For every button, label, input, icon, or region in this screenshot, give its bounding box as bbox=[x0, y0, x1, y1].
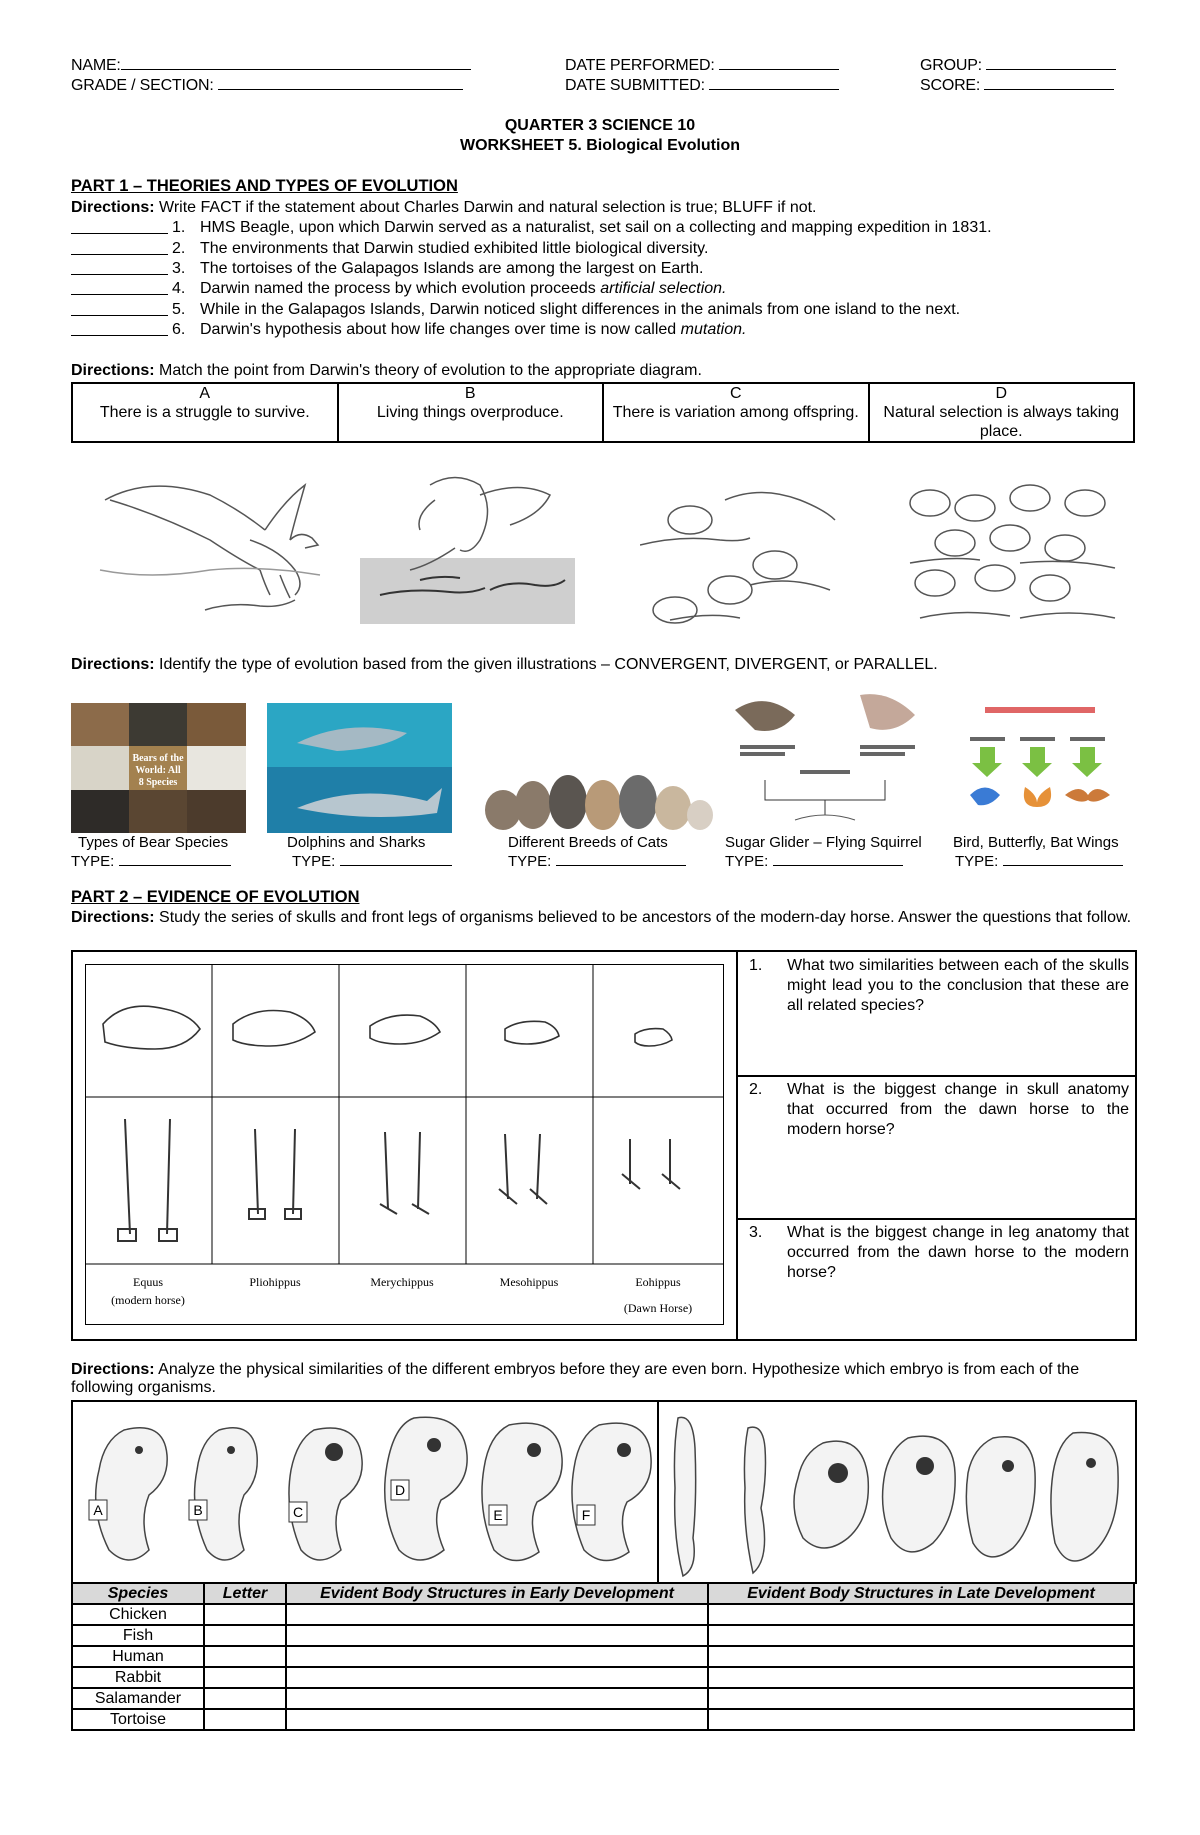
answer-blank[interactable] bbox=[71, 239, 168, 255]
question-1[interactable]: 1. What two similarities between each of the skulls might lead you to the conclusion that these are all related species? bbox=[749, 957, 1129, 1014]
letter-cell[interactable] bbox=[204, 1688, 286, 1709]
name-field[interactable] bbox=[71, 55, 471, 75]
caption-cat-breeds: Different Breeds of Cats bbox=[508, 834, 668, 851]
early-cell[interactable] bbox=[286, 1667, 708, 1688]
horse-sub-eohippus: (Dawn Horse) bbox=[623, 1301, 693, 1315]
table-row bbox=[72, 1688, 1134, 1709]
table-row bbox=[72, 1646, 1134, 1667]
caption-wings: Bird, Butterfly, Bat Wings bbox=[953, 834, 1119, 851]
type-field-dolphins[interactable]: TYPE: bbox=[292, 853, 452, 870]
part1-heading: PART 1 – THEORIES AND TYPES OF EVOLUTION bbox=[71, 177, 458, 195]
caption-dolphins-sharks: Dolphins and Sharks bbox=[287, 834, 426, 851]
answer-blank[interactable] bbox=[71, 320, 168, 336]
fact-bluff-item-1[interactable]: 1. HMS Beagle, upon which Darwin served as a naturalist, set sail on a collecting and mapping expedition in 1831. bbox=[71, 218, 992, 238]
horse-sub-equus: (modern horse) bbox=[111, 1293, 185, 1307]
grade-section-label: GRADE / SECTION: bbox=[71, 77, 214, 94]
embryo-species-table bbox=[71, 1582, 1135, 1731]
part1-directions-match: Directions: Match the point from Darwin's theory of evolution to the appropriate diagram. bbox=[71, 362, 702, 379]
worksheet-quarter-title: QUARTER 3 SCIENCE 10 bbox=[504, 117, 696, 134]
embryo-letter-a: A bbox=[93, 1502, 103, 1518]
name-label: NAME: bbox=[71, 57, 121, 74]
early-cell[interactable] bbox=[286, 1646, 708, 1667]
bird-butterfly-bat-wings-image bbox=[950, 695, 1130, 833]
embryo-letter-d: D bbox=[394, 1482, 406, 1498]
part2-directions-horse: Directions: Study the series of skulls and front legs of organisms believed to be ancestors of the modern-day horse. Answer the questions that follow. bbox=[71, 909, 1132, 926]
horse-label-equus: Equus bbox=[133, 1275, 163, 1289]
salamander-offspring-variation-diagram bbox=[640, 480, 860, 630]
embryo-letter-c: C bbox=[292, 1504, 304, 1520]
sugar-glider-flying-squirrel-image bbox=[725, 690, 930, 833]
early-cell[interactable] bbox=[286, 1625, 708, 1646]
late-cell[interactable] bbox=[708, 1667, 1134, 1688]
part1-directions-evolution-type: Directions: Identify the type of evolution based from the given illustrations – CONVERGENT, DIVERGENT, or PARALLEL. bbox=[71, 656, 938, 673]
match-cell-c: C There is variation among offspring. bbox=[603, 383, 869, 442]
col-header-late: Evident Body Structures in Late Development bbox=[708, 1583, 1134, 1604]
date-performed-label: DATE PERFORMED: bbox=[565, 57, 715, 74]
horse-skull-leg-chart bbox=[85, 964, 725, 1326]
letter-cell[interactable] bbox=[204, 1709, 286, 1730]
part2-directions-embryo: Directions: Analyze the physical similarities of the different embryos before they are even born. Hypothesize which embryo is from each of the following organisms. bbox=[71, 1361, 1080, 1396]
match-cell-b: B Living things overproduce. bbox=[338, 383, 604, 442]
darwin-theory-match-table bbox=[71, 382, 1135, 443]
grade-section-field[interactable] bbox=[71, 75, 463, 95]
score-label: SCORE: bbox=[920, 77, 981, 94]
type-field-cats[interactable]: TYPE: bbox=[508, 853, 686, 870]
col-header-letter: Letter bbox=[204, 1583, 286, 1604]
eagle-catching-salamander-diagram bbox=[90, 470, 330, 630]
question-2[interactable]: 2. What is the biggest change in skull anatomy that occurred from the dawn horse to the modern horse? bbox=[749, 1081, 1129, 1138]
fact-bluff-item-4[interactable]: 4. Darwin named the process by which evolution proceeds artificial selection. bbox=[71, 279, 727, 299]
date-submitted-field[interactable] bbox=[565, 75, 839, 95]
letter-cell[interactable] bbox=[204, 1604, 286, 1625]
late-cell[interactable] bbox=[708, 1646, 1134, 1667]
answer-blank[interactable] bbox=[71, 279, 168, 295]
late-cell[interactable] bbox=[708, 1604, 1134, 1625]
letter-cell[interactable] bbox=[204, 1667, 286, 1688]
early-cell[interactable] bbox=[286, 1709, 708, 1730]
worksheet-title: WORKSHEET 5. Biological Evolution bbox=[459, 137, 740, 154]
horse-label-merychippus: Merychippus bbox=[370, 1275, 434, 1289]
caption-bear-species: Types of Bear Species bbox=[78, 834, 229, 851]
svg-text:Bears of the: Bears of the bbox=[132, 753, 184, 764]
col-header-species: Species bbox=[72, 1583, 204, 1604]
bear-species-image bbox=[71, 703, 246, 833]
many-salamander-eggs-diagram bbox=[900, 478, 1125, 633]
late-embryos-image bbox=[663, 1408, 1131, 1582]
fact-bluff-item-2[interactable]: 2. The environments that Darwin studied exhibited little biological diversity. bbox=[71, 239, 708, 259]
species-cell: Fish bbox=[72, 1625, 204, 1646]
fact-bluff-item-5[interactable]: 5. While in the Galapagos Islands, Darwin noticed slight differences in the animals from one island to the next. bbox=[71, 300, 960, 320]
horse-evolution-box bbox=[71, 950, 1137, 1341]
embryo-letter-f: F bbox=[581, 1507, 591, 1523]
part1-directions-fact-bluff: Directions: Write FACT if the statement about Charles Darwin and natural selection is true; BLUFF if not. bbox=[71, 199, 817, 216]
type-field-bears[interactable]: TYPE: bbox=[71, 853, 231, 870]
early-cell[interactable] bbox=[286, 1688, 708, 1709]
letter-cell[interactable] bbox=[204, 1646, 286, 1667]
species-cell: Chicken bbox=[72, 1604, 204, 1625]
species-cell: Rabbit bbox=[72, 1667, 204, 1688]
table-row bbox=[72, 1604, 1134, 1625]
late-cell[interactable] bbox=[708, 1625, 1134, 1646]
horse-label-mesohippus: Mesohippus bbox=[499, 1275, 559, 1289]
answer-blank[interactable] bbox=[71, 259, 168, 275]
species-cell: Human bbox=[72, 1646, 204, 1667]
horse-label-pliohippus: Pliohippus bbox=[249, 1275, 301, 1289]
date-performed-field[interactable] bbox=[565, 55, 839, 75]
late-cell[interactable] bbox=[708, 1688, 1134, 1709]
question-3[interactable]: 3. What is the biggest change in leg anatomy that occurred from the dawn horse to the modern horse? bbox=[749, 1224, 1129, 1281]
group-label: GROUP: bbox=[920, 57, 982, 74]
embryo-letter-e: E bbox=[493, 1507, 503, 1523]
match-cell-d: D Natural selection is always taking place. bbox=[869, 383, 1135, 442]
species-cell: Salamander bbox=[72, 1688, 204, 1709]
early-cell[interactable] bbox=[286, 1604, 708, 1625]
part2-heading: PART 2 – EVIDENCE OF EVOLUTION bbox=[71, 888, 360, 906]
table-row bbox=[72, 1709, 1134, 1730]
embryo-image-box bbox=[71, 1400, 1137, 1584]
early-embryos-image bbox=[79, 1410, 654, 1580]
bird-and-salamanders-diagram bbox=[360, 470, 580, 630]
table-row bbox=[72, 1625, 1134, 1646]
caption-sugar-glider: Sugar Glider – Flying Squirrel bbox=[725, 834, 922, 851]
fact-bluff-item-3[interactable]: 3. The tortoises of the Galapagos Islands are among the largest on Earth. bbox=[71, 259, 703, 279]
horse-label-eohippus: Eohippus bbox=[635, 1275, 681, 1289]
fact-bluff-item-6[interactable]: 6. Darwin's hypothesis about how life changes over time is now called mutation. bbox=[71, 320, 746, 340]
answer-blank[interactable] bbox=[71, 300, 168, 316]
svg-text:8 Species: 8 Species bbox=[138, 777, 178, 788]
species-cell: Tortoise bbox=[72, 1709, 204, 1730]
score-field[interactable] bbox=[920, 75, 1114, 95]
type-field-wings[interactable]: TYPE: bbox=[955, 853, 1123, 870]
table-row bbox=[72, 1667, 1134, 1688]
answer-blank[interactable] bbox=[71, 218, 168, 234]
col-header-early: Evident Body Structures in Early Development bbox=[286, 1583, 708, 1604]
svg-text:World: All: World: All bbox=[135, 765, 181, 776]
letter-cell[interactable] bbox=[204, 1625, 286, 1646]
cat-breeds-image bbox=[478, 760, 713, 833]
group-field[interactable] bbox=[920, 55, 1116, 75]
embryo-letter-b: B bbox=[193, 1502, 203, 1518]
late-cell[interactable] bbox=[708, 1709, 1134, 1730]
date-submitted-label: DATE SUBMITTED: bbox=[565, 77, 705, 94]
dolphin-shark-image bbox=[267, 703, 452, 833]
match-cell-a: A There is a struggle to survive. bbox=[72, 383, 338, 442]
type-field-glider[interactable]: TYPE: bbox=[725, 853, 903, 870]
